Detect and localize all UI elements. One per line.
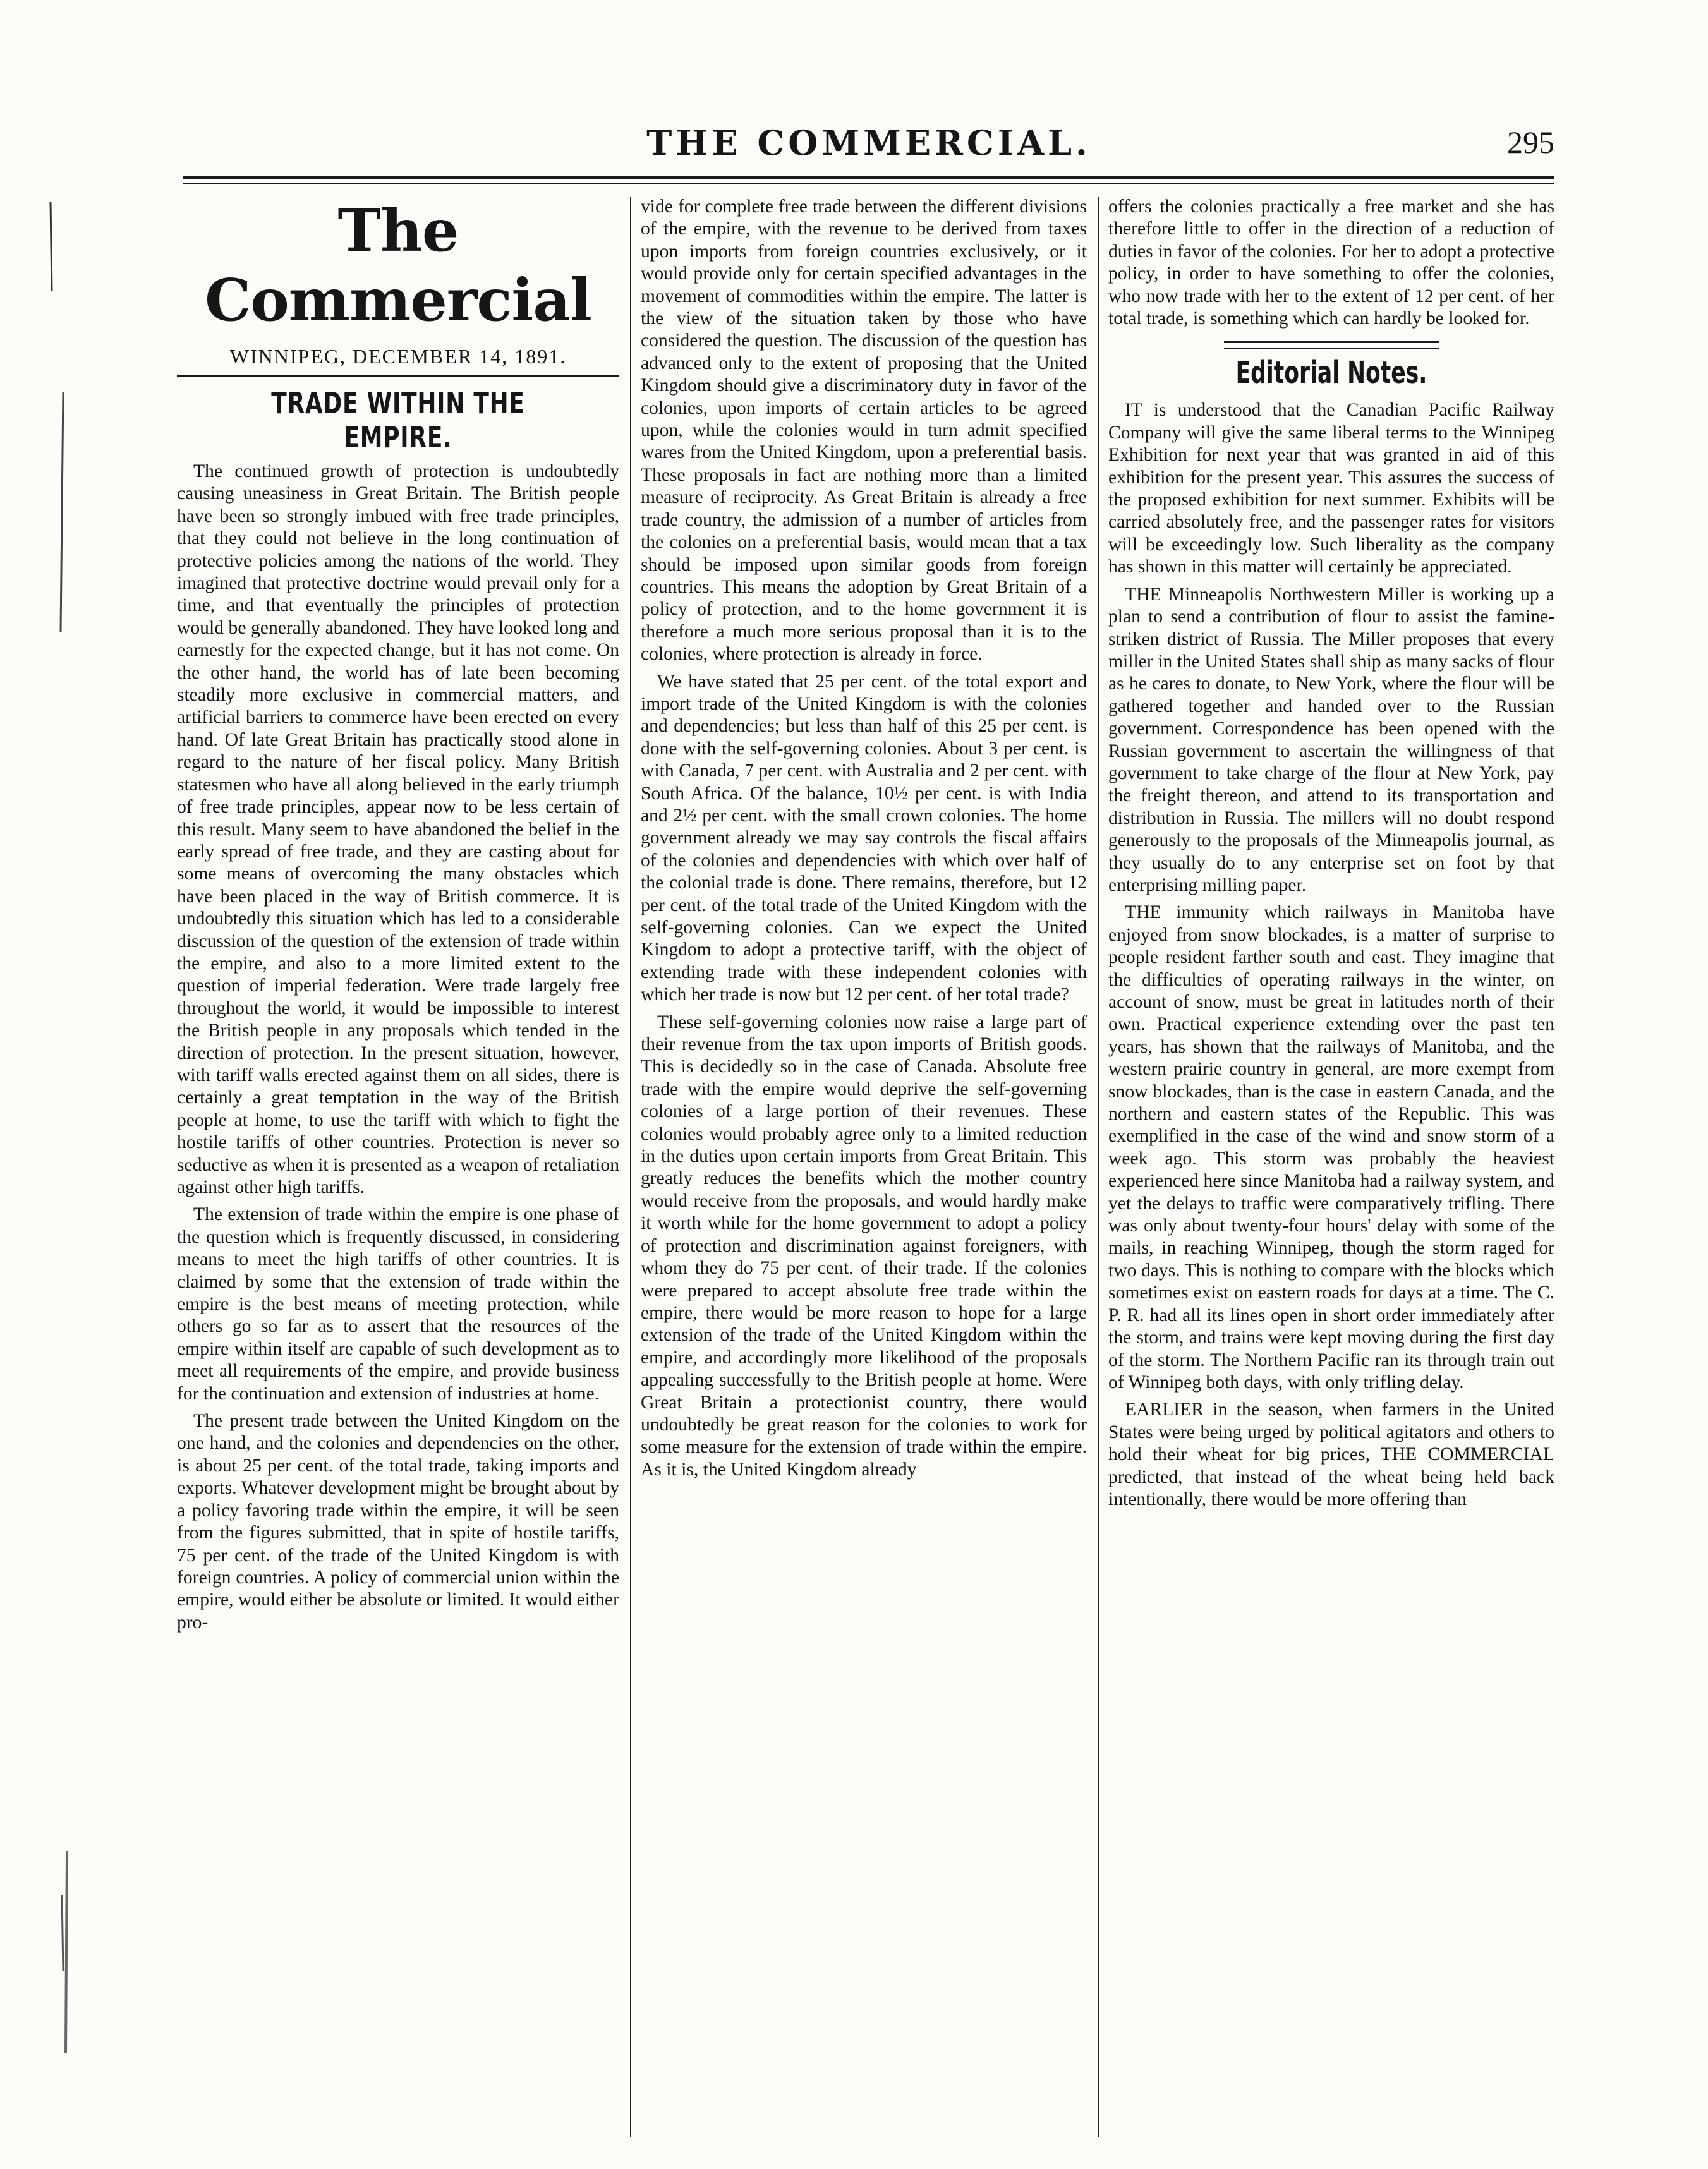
running-masthead: THE COMMERCIAL. [646,123,1091,163]
column-divider [1098,197,1099,2137]
editorial-note: THE immunity which railways in Manitoba have enjoyed from snow blockades, is a matter of surprise to people resident farther south and east. They imagine that the difficulties of operating railways in the winter, on account of snow, must be great in latitudes north of their own. Practical experience extending over the past ten years, has shown that the railways of Manitoba, and the western prairie country in general, are more exempt from snow blockades, than is the case in eastern Canada, and the northern and eastern states of the Republic. This was exemplified in the case of the wind and snow storm of a week ago. This storm was probably the heaviest experienced here since Manitoba had a railway system, and yet the delays to traffic were comparatively trifling. There was only about twenty-four hours' delay with some of the mails, in reaching Winnipeg, though the storm raged for two days. This is nothing to compare with the blocks which sometimes exist on eastern roads for days at a time. The C. P. R. had all its lines open in short order immediately after the storm, and trains were kept moving during the first day of the storm. The Northern Pacific ran its through train out of Winnipeg both days, with only trifling delay. [1108,902,1554,1393]
column-2 [641,196,1087,2142]
binding-edge-marks [0,0,171,2169]
page-number: 295 [1507,124,1554,160]
column-divider [630,197,631,2137]
dateline: WINNIPEG, DECEMBER 14, 1891. [229,345,567,368]
section-rule [1224,341,1439,343]
article-paragraph: The present trade between the United Kingdom on the one hand, and the colonies and dependencies on the other, is about 25 per cent. of the total trade, taking imports and exports. Whatever development might be brought about by a policy favoring trade within the empire, it will be seen from the figures submitted, that in spite of hostile tariffs, 75 per cent. of the trade of the United Kingdom is with foreign countries. A policy of commercial union within the empire, would either be absolute or limited. It would either pro- [177,1411,619,1633]
article-paragraph: We have stated that 25 per cent. of the total export and import trade of the United Kingdom is with the colonies and dependencies; but less than half of this 25 per cent. is done with the self-governing colonies. About 3 per cent. is with Canada, 7 per cent. with Australia and 2 per cent. with South Africa. Of the balance, 10½ per cent. is with India and 2½ per cent. with the small crown colonies. The home government already we may say controls the fiscal affairs of the colonies and dependencies with which over half of the colonial trade is done. There remains, therefore, but 12 per cent. of the total trade of the United Kingdom with the self-governing colonies. Can we expect the United Kingdom to adopt a protective tariff, with the object of extending trade with these independent colonies with which her trade is now but 12 per cent. of her total trade? [641,671,1087,1005]
editorial-note: THE Minneapolis Northwestern Miller is working up a plan to send a contribution of flour to assist the famine-striken district of Russia. The Miller proposes that every miller in the United States shall ship as many sacks of flour as he cares to donate, to New York, where the flour will be gathered together and handed over to the Russian government. Correspondence has been opened with the Russian government to ascertain the willingness of that government to take charge of the flour at New York, pay the freight thereon, and attend to its transportation and distribution in Russia. The millers will no doubt respond generously to the proposals of the Minneapolis journal, as they usually do to any enterprise set on foot by that enterprising milling paper. [1108,584,1554,895]
article-paragraph: The continued growth of protection is undoubtedly causing uneasiness in Great Britain. The British people have been so strongly imbued with free trade principles, that they could not believe in the long continuation of protective policies among the nations of the world. They imagined that protective doctrine would prevail only for a time, and that eventually the principles of protection would be generally abandoned. They have looked long and earnestly for the expected change, but it has not come. On the other hand, the world has of late been becoming steadily more exclusive in commercial matters, and artificial barriers to commerce have been erected on every hand. Of late Great Britain has practically stood alone in regard to the nature of her fiscal policy. Many British statesmen who have all along believed in the early triumph of free trade principles, appear now to be less certain of this result. Many seem to have abandoned the belief in the early spread of free trade, and they are casting about for some means of overcoming the many obstacles which have been placed in the way of British commerce. It is undoubtedly this situation which has led to a considerable discussion of the question of the extension of trade within the empire, and also to a more limited extent to the question of imperial federation. Were trade largely free throughout the world, it would be impossible to interest the British people in any proposals which tended in the direction of protection. In the present situation, however, with tariff walls erected against them on all sides, there is certainly a great temptation in the way of the British people at home, to use the tariff with which to fight the hostile tariffs of other countries. Protection is never so seductive as when it is presented as a weapon of retaliation against other high tariffs. [177,461,619,1197]
article-paragraph: The extension of trade within the empire is one phase of the question which is frequently discussed, in considering means to meet the high tariffs of other countries. It is claimed by some that the extension of trade within the empire is the best means of meeting protection, while others go so far as to assert that the resources of the empire within itself are capable of such development as to meet all requirements of the empire, and provide business for the continuation and extension of industries at home. [177,1204,619,1404]
article-headline: TRADE WITHIN THE EMPIRE. [271,386,525,454]
top-rule-thick [183,176,1554,179]
column-3 [1108,196,1554,2142]
top-rule-thin [183,183,1554,184]
editorial-note: IT is understood that the Canadian Pacific Railway Company will give the same liberal terms to the Winnipeg Exhibition for next year that was granted in aid of this exhibition for the present year. This assures the success of the proposed exhibition for next summer. Exhibits will be carried absolutely free, and the passenger rates for visitors will be exceedingly low. Such liberality as the company has shown in this matter will certainly be appreciated. [1108,400,1554,577]
column-1 [177,196,619,2142]
running-head [183,120,1554,171]
section-rule-thin [1224,348,1439,349]
editorial-notes-heading: Editorial Notes. [1235,355,1427,391]
article-paragraph: vide for complete free trade between the different divisions of the empire, with the revenue to be derived from taxes upon imports from foreign countries exclusively, or it would provide only for certain specified advantages in the movement of commodities within the empire. The latter is the view of the situation taken by those who have considered the question. The discussion of the question has advanced only to the extent of proposing that the United Kingdom should give a discriminatory duty in favor of the colonies, upon imports of certain articles to be agreed upon, while the colonies would in turn admit specified wares from the United Kingdom, upon a preferential basis. These proposals in fact are nothing more than a limited measure of reciprocity. As Great Britain is already a free trade country, the admission of a number of articles from the colonies on a preferential basis, would mean that a tax should be imposed upon similar goods from foreign countries. This means the adoption by Great Britain of a policy of protection, and to the home government it is therefore a much more serious proposal than it is to the colonies, where protection is already in force. [641,196,1087,665]
article-paragraph: offers the colonies practically a free market and she has therefore little to offer in the direction of a reduction of duties in favor of the colonies. For her to adopt a protective policy, in order to have something to offer the colonies, who now trade with her to the extent of 12 per cent. of her total trade, is something which can hardly be looked for. [1108,196,1554,329]
paper-title: The Commercial [205,196,591,334]
article-paragraph: These self-governing colonies now raise a large part of their revenue from the tax upon imports of British goods. This is decidedly so in the case of Canada. Absolute free trade with the empire would deprive the self-governing colonies of a large portion of their revenues. These colonies would probably agree only to a limited reduction in the duties upon certain imports from Great Britain. This greatly reduces the benefits which the mother country would receive from the proposals, and would hardly make it worth while for the home government to adopt a policy of protection and discrimination against foreigners, with whom they do 75 per cent. of their trade. If the colonies were prepared to accept absolute free trade within the empire, there would be more reason to hope for a large extension of the trade of the United Kingdom within the empire, and accordingly more likelihood of the proposals appealing successfully to the British people at home. Were Great Britain a protectionist country, there would undoubtedly be great reason for the colonies to work for some measure for the extension of trade within the empire. As it is, the United Kingdom already [641,1012,1087,1480]
editorial-note: EARLIER in the season, when farmers in the United States were being urged by political agitators and others to hold their wheat for big prices, THE COMMERCIAL predicted, that instead of the wheat being held back intentionally, there would be more offering than [1108,1399,1554,1509]
dateline-rule [177,375,619,377]
